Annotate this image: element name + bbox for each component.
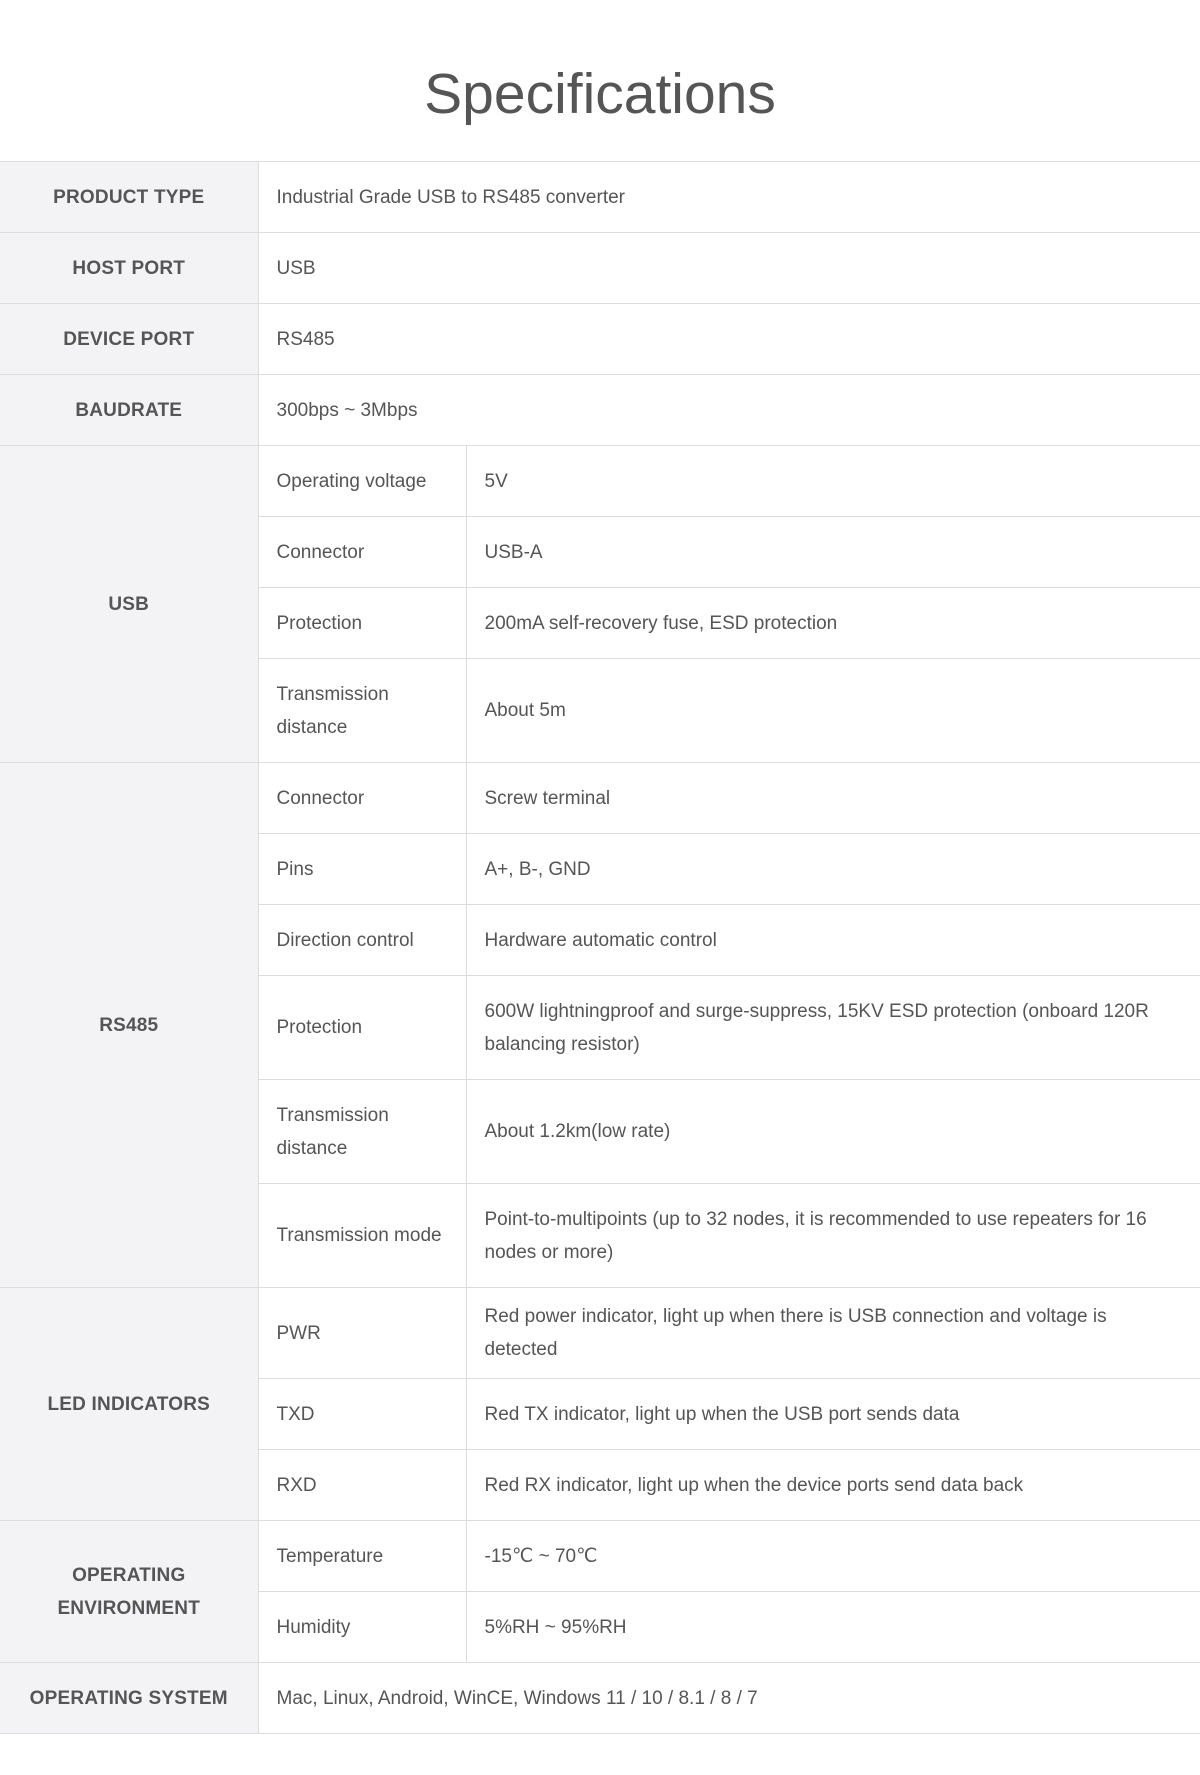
- spec-subvalue: A+, B-, GND: [466, 834, 1200, 905]
- spec-subname: Protection: [258, 976, 466, 1080]
- spec-subvalue: USB-A: [466, 517, 1200, 588]
- spec-subvalue: Point-to-multipoints (up to 32 nodes, it is recommended to use repeaters for 16 nodes or more): [466, 1184, 1200, 1288]
- spec-subvalue: Red TX indicator, light up when the USB port sends data: [466, 1379, 1200, 1450]
- spec-row-env-temperature: [0, 1521, 1200, 1592]
- spec-subname: Connector: [258, 763, 466, 834]
- specifications-table: [0, 161, 1200, 1734]
- spec-subname: Direction control: [258, 905, 466, 976]
- spec-value-host-port: USB: [258, 233, 1200, 304]
- spec-label-led-indicators: LED INDICATORS: [0, 1288, 258, 1521]
- spec-row-device-port: [0, 304, 1200, 375]
- spec-subvalue: 5%RH ~ 95%RH: [466, 1592, 1200, 1663]
- spec-subname: PWR: [258, 1288, 466, 1379]
- spec-label-usb: USB: [0, 446, 258, 763]
- spec-subname: RXD: [258, 1450, 466, 1521]
- spec-subname: Protection: [258, 588, 466, 659]
- spec-subvalue: Hardware automatic control: [466, 905, 1200, 976]
- spec-value-operating-system: Mac, Linux, Android, WinCE, Windows 11 / 10 / 8.1 / 8 / 7: [258, 1663, 1200, 1734]
- spec-label-product-type: PRODUCT TYPE: [0, 162, 258, 233]
- page-title: Specifications: [424, 62, 776, 126]
- spec-row-led-pwr: [0, 1288, 1200, 1379]
- spec-subvalue: 600W lightningproof and surge-suppress, 15KV ESD protection (onboard 120R balancing resistor): [466, 976, 1200, 1080]
- spec-subname: TXD: [258, 1379, 466, 1450]
- spec-value-baudrate: 300bps ~ 3Mbps: [258, 375, 1200, 446]
- spec-label-operating-environment: OPERATING ENVIRONMENT: [0, 1521, 258, 1663]
- spec-subname: Transmission distance: [258, 1080, 466, 1184]
- spec-subname: Operating voltage: [258, 446, 466, 517]
- spec-subvalue: Screw terminal: [466, 763, 1200, 834]
- spec-label-device-port: DEVICE PORT: [0, 304, 258, 375]
- spec-row-usb-operating-voltage: [0, 446, 1200, 517]
- spec-subvalue: About 5m: [466, 659, 1200, 763]
- spec-row-baudrate: [0, 375, 1200, 446]
- spec-subvalue: Red power indicator, light up when there is USB connection and voltage is detected: [466, 1288, 1200, 1379]
- spec-subname: Humidity: [258, 1592, 466, 1663]
- spec-subvalue: Red RX indicator, light up when the device ports send data back: [466, 1450, 1200, 1521]
- spec-subvalue: About 1.2km(low rate): [466, 1080, 1200, 1184]
- spec-subvalue: 5V: [466, 446, 1200, 517]
- spec-value-product-type: Industrial Grade USB to RS485 converter: [258, 162, 1200, 233]
- spec-label-operating-system: OPERATING SYSTEM: [0, 1663, 258, 1734]
- spec-label-host-port: HOST PORT: [0, 233, 258, 304]
- spec-row-product-type: [0, 162, 1200, 233]
- spec-row-host-port: [0, 233, 1200, 304]
- spec-subname: Transmission distance: [258, 659, 466, 763]
- spec-value-device-port: RS485: [258, 304, 1200, 375]
- spec-subname: Connector: [258, 517, 466, 588]
- spec-subvalue: -15℃ ~ 70℃: [466, 1521, 1200, 1592]
- spec-label-baudrate: BAUDRATE: [0, 375, 258, 446]
- spec-row-rs485-connector: [0, 763, 1200, 834]
- spec-subname: Temperature: [258, 1521, 466, 1592]
- spec-label-rs485: RS485: [0, 763, 258, 1288]
- spec-row-operating-system: [0, 1663, 1200, 1734]
- spec-subvalue: 200mA self-recovery fuse, ESD protection: [466, 588, 1200, 659]
- spec-subname: Pins: [258, 834, 466, 905]
- spec-subname: Transmission mode: [258, 1184, 466, 1288]
